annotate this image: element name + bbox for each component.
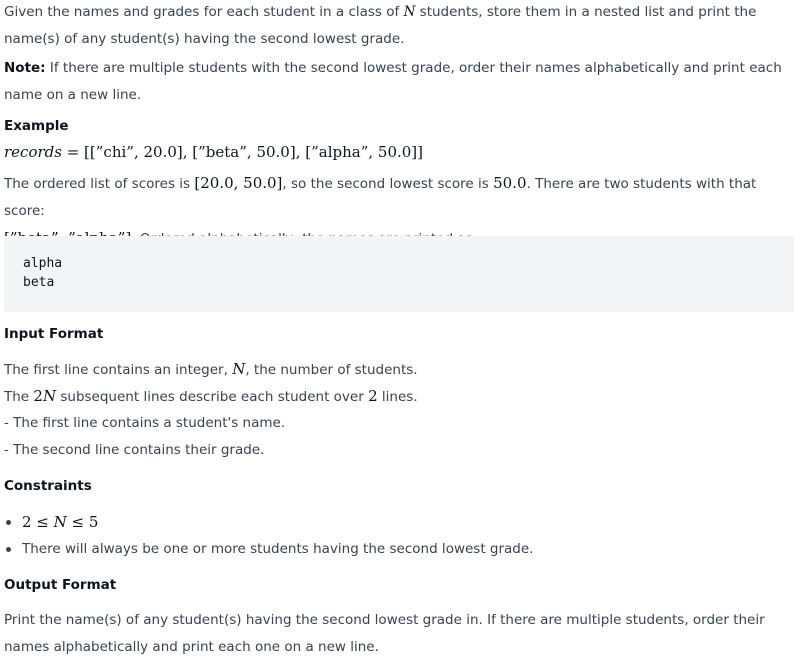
math-var-n: N (42, 387, 57, 405)
example-text-2: , so the second lowest score is (282, 176, 494, 192)
note-text: If there are multiple students with the second lowest grade, order their names alphabetically and print each name on a new line. (4, 60, 782, 103)
example-text-3: . There are two students with that score: (4, 176, 757, 219)
constraint-text: There will always be one or more students having the second lowest grade. (22, 541, 534, 557)
constraints-heading: Constraints (4, 478, 92, 494)
records-expression (4, 139, 794, 166)
example-heading: Example (4, 118, 69, 134)
input-format-line-2 (4, 383, 794, 411)
code-line: beta (23, 275, 55, 290)
math-var-n: N (403, 4, 416, 20)
math-bound: 2 ≤ (22, 513, 54, 531)
example-text-1: The ordered list of scores is (4, 176, 195, 192)
intro-paragraph (4, 0, 794, 53)
output-format-text: Print the name(s) of any student(s) having the second lowest grade in. If there are multiple students, order their names alphabetically and print each one on a new line. (4, 612, 765, 655)
records-value: = [[”chi”, 20.0], [”beta”, 50.0], [”alpha”, 50.0]] (61, 143, 424, 161)
math-num: 2 (33, 387, 43, 405)
math-num: 2 (368, 387, 378, 405)
sample-output-code-block (4, 236, 794, 312)
input-format-line-3: - The first line contains a student's name. (4, 415, 286, 431)
intro-text-1: Given the names and grades for each student in a class of (4, 4, 404, 20)
input-text: The first line contains an integer, (4, 362, 233, 378)
input-text: , the number of students. (245, 362, 418, 378)
input-format-line-1 (4, 356, 794, 384)
output-format-heading: Output Format (4, 577, 117, 593)
note-label: Note: (4, 60, 46, 76)
note-paragraph (4, 55, 794, 109)
constraint-text (22, 509, 98, 537)
bullet-icon (6, 520, 11, 525)
input-text: lines. (377, 389, 418, 405)
input-format-line-4: - The second line contains their grade. (4, 442, 265, 458)
input-text: The (4, 389, 34, 405)
math-var-n: N (232, 360, 246, 378)
code-line: alpha (23, 256, 63, 271)
intro-text-2: students, store them in a nested list and print the name(s) of any student(s) having the second lowest grade. (4, 4, 757, 47)
math-var-n: N (53, 513, 67, 531)
bullet-icon (6, 547, 11, 552)
second-score: 50.0 (493, 174, 527, 192)
scores-list: [20.0, 50.0] (194, 174, 283, 192)
input-format-heading: Input Format (4, 326, 104, 342)
input-text: subsequent lines describe each student over (56, 389, 369, 405)
records-var: records (4, 143, 62, 161)
math-bound: ≤ 5 (66, 513, 99, 531)
